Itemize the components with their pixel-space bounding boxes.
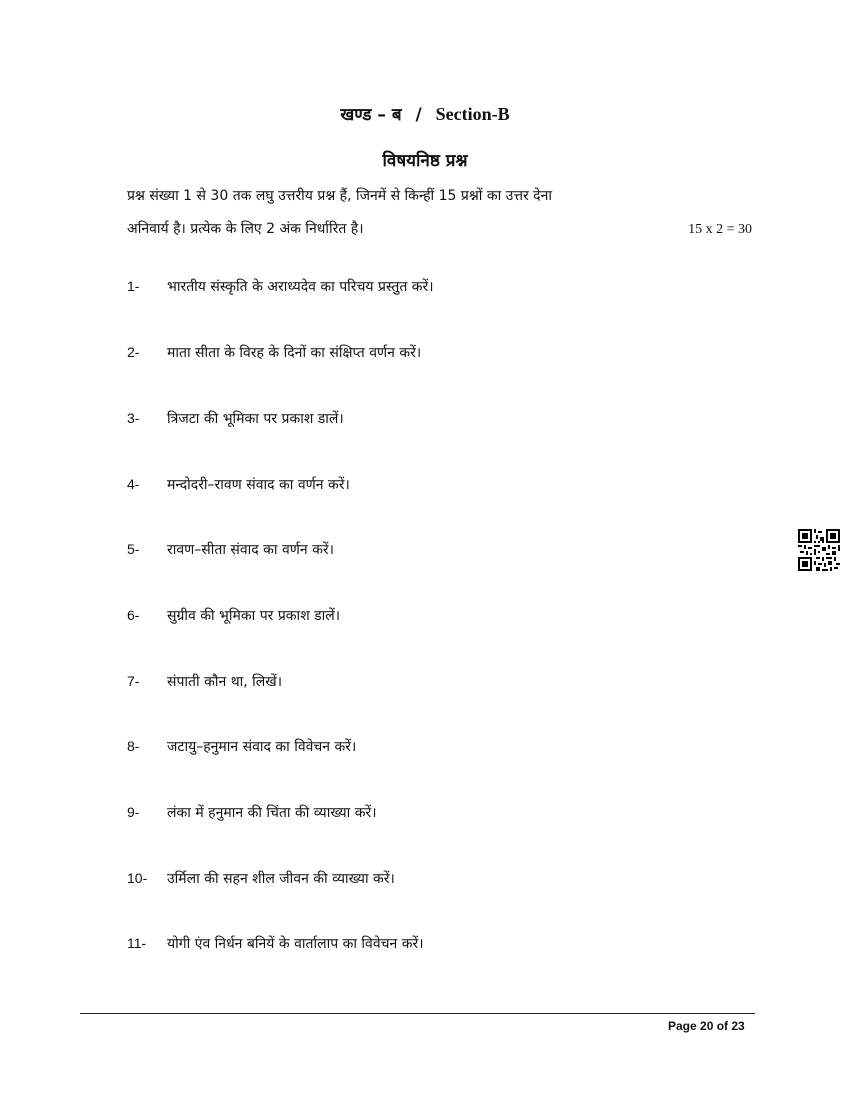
question-text: सुग्रीव की भूमिका पर प्रकाश डालें। bbox=[167, 608, 341, 624]
question-item bbox=[127, 343, 421, 362]
question-number: 9- bbox=[127, 804, 140, 820]
question-text: लंका में हनुमान की चिंता की व्याख्या करें। bbox=[167, 805, 377, 821]
question-item bbox=[127, 606, 340, 625]
section-heading-hindi: खण्ड – ब bbox=[340, 105, 402, 125]
question-number: 2- bbox=[127, 344, 140, 360]
question-number: 4- bbox=[127, 476, 140, 492]
qr-code-icon bbox=[798, 529, 840, 571]
question-item bbox=[127, 934, 424, 953]
question-text: योगी एंव निर्धन बनियें के वार्तालाप का विवेचन करें। bbox=[167, 936, 424, 952]
question-number: 10- bbox=[127, 870, 148, 886]
question-number: 5- bbox=[127, 541, 140, 557]
question-item bbox=[127, 475, 350, 494]
marks-allocation: 15 x 2 = 30 bbox=[688, 222, 752, 237]
instructions bbox=[127, 180, 752, 246]
question-text: भारतीय संस्कृति के अराध्यदेव का परिचय प्रस्तुत करें। bbox=[167, 279, 434, 295]
question-number: 1- bbox=[127, 278, 140, 294]
question-text: माता सीता के विरह के दिनों का संक्षिप्त वर्णन करें। bbox=[167, 345, 422, 361]
instructions-line-1: प्रश्न संख्या 1 से 30 तक लघु उत्तरीय प्रश्न हैं, जिनमें से किन्हीं 15 प्रश्नों का उत्तर देना bbox=[127, 188, 552, 204]
section-heading-separator: / bbox=[415, 105, 422, 125]
question-text: रावण–सीता संवाद का वर्णन करें। bbox=[167, 542, 334, 558]
question-text: संपाती कौन था, लिखें। bbox=[167, 674, 283, 690]
question-item bbox=[127, 540, 334, 559]
question-item bbox=[127, 803, 377, 822]
question-number: 6- bbox=[127, 607, 140, 623]
question-text: उर्मिला की सहन शील जीवन की व्याख्या करें। bbox=[167, 871, 395, 887]
question-number: 3- bbox=[127, 410, 140, 426]
page-number: Page 20 of 23 bbox=[668, 1019, 745, 1033]
question-text: त्रिजटा की भूमिका पर प्रकाश डालें। bbox=[167, 411, 344, 427]
question-item bbox=[127, 869, 395, 888]
question-text: मन्दोदरी–रावण संवाद का वर्णन करें। bbox=[167, 477, 350, 493]
instructions-line-2 bbox=[127, 213, 752, 246]
footer-rule bbox=[80, 1013, 755, 1014]
question-number: 8- bbox=[127, 738, 140, 754]
subheading: विषयनिष्ठ प्रश्न bbox=[382, 151, 468, 171]
question-item bbox=[127, 277, 434, 296]
question-item bbox=[127, 409, 344, 428]
section-heading-english: Section-B bbox=[435, 104, 510, 124]
question-item bbox=[127, 737, 356, 756]
section-heading bbox=[0, 102, 850, 125]
question-number: 7- bbox=[127, 673, 140, 689]
question-item bbox=[127, 672, 282, 691]
question-text: जटायु–हनुमान संवाद का विवेचन करें। bbox=[167, 739, 357, 755]
question-number: 11- bbox=[127, 935, 147, 951]
instructions-line-2-text: अनिवार्य है। प्रत्येक के लिए 2 अंक निर्धारित है। bbox=[127, 221, 364, 237]
